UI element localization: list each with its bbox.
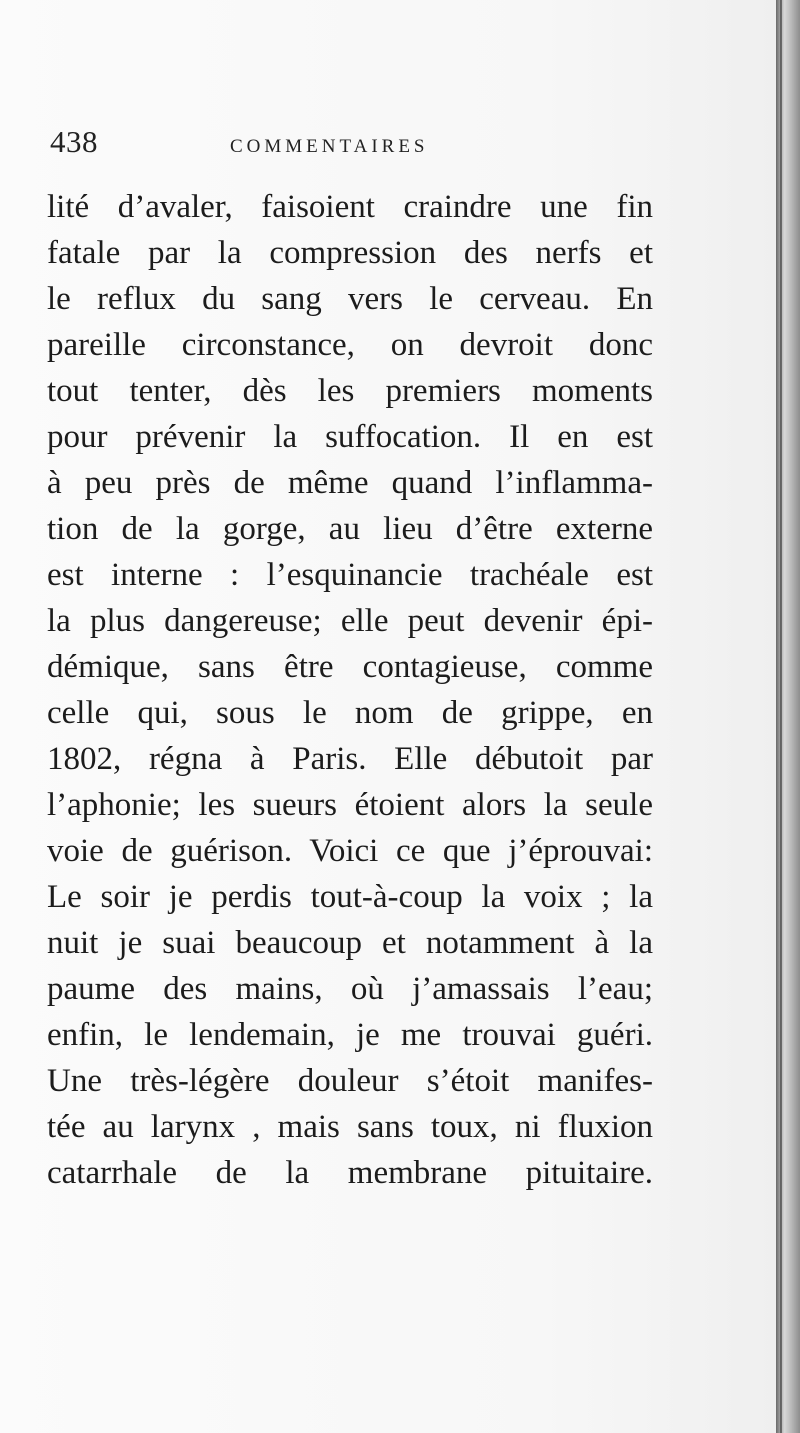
text-line: la plus dangereuse; elle peut devenir épi-: [47, 603, 653, 639]
text-line: nuit je suai beaucoup et notamment à la: [47, 925, 653, 961]
text-line: lité d’avaler, faisoient craindre une fin: [47, 189, 653, 225]
text-line: paume des mains, où j’amassais l’eau;: [47, 971, 653, 1007]
text-line: 1802, régna à Paris. Elle débutoit par: [47, 741, 653, 777]
text-line: voie de guérison. Voici ce que j’éprouvai:: [47, 833, 653, 869]
text-line: enfin, le lendemain, je me trouvai guéri.: [47, 1017, 653, 1053]
page-header: [50, 124, 750, 164]
text-line: fatale par la compression des nerfs et: [47, 235, 653, 271]
text-line: est interne : l’esquinancie trachéale est: [47, 557, 653, 593]
text-line: tout tenter, dès les premiers moments: [47, 373, 653, 409]
text-line: le reflux du sang vers le cerveau. En: [47, 281, 653, 317]
text-line: Le soir je perdis tout-à-coup la voix ; la: [47, 879, 653, 915]
text-line: pareille circonstance, on devroit donc: [47, 327, 653, 363]
page-number: 438: [50, 124, 98, 159]
text-line: tion de la gorge, au lieu d’être externe: [47, 511, 653, 547]
text-line: tée au larynx , mais sans toux, ni fluxion: [47, 1109, 653, 1145]
text-line: pour prévenir la suffocation. Il en est: [47, 419, 653, 455]
page-edge: [776, 0, 800, 1433]
running-head: COMMENTAIRES: [230, 136, 429, 157]
text-line: l’aphonie; les sueurs étoient alors la seule: [47, 787, 653, 823]
body-text: [47, 184, 653, 1196]
text-line: celle qui, sous le nom de grippe, en: [47, 695, 653, 731]
text-line: démique, sans être contagieuse, comme: [47, 649, 653, 685]
text-line: catarrhale de la membrane pituitaire.: [47, 1155, 653, 1191]
text-line: à peu près de même quand l’inflamma-: [47, 465, 653, 501]
text-line: Une très-légère douleur s’étoit manifes-: [47, 1063, 653, 1099]
